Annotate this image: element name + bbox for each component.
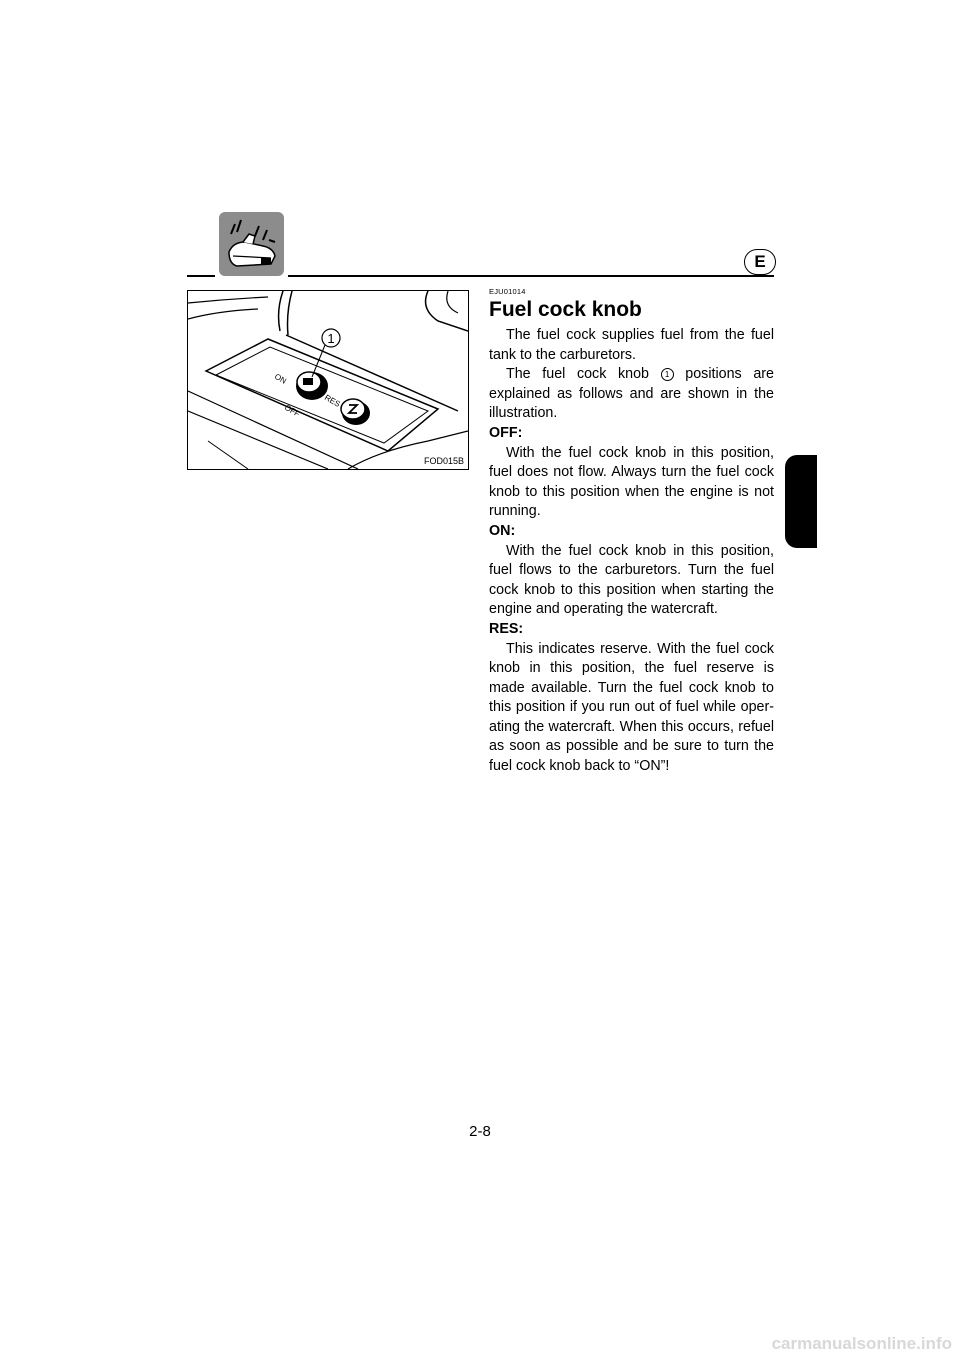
reference-number: 1 [661, 368, 674, 381]
res-heading: RES: [489, 620, 524, 637]
document-code: EJU01014 [489, 287, 526, 296]
intro-paragraph: The fuel cock supplies fuel from the fuel tank to the carburetors. [489, 327, 774, 363]
off-paragraph: With the fuel cock knob in this position, fuel does not flow. Always turn the fuel cock knob to this position when the engine is not running. [489, 444, 774, 520]
language-badge: E [744, 249, 776, 275]
page-number: 2-8 [469, 1123, 491, 1140]
positions-paragraph [489, 365, 774, 424]
section-title: Fuel cock knob [489, 298, 642, 321]
fuel-cock-illustration [187, 290, 469, 470]
chapter-side-tab [785, 455, 817, 548]
positions-text-before: The fuel cock knob [506, 366, 649, 383]
callout-number: 1 [327, 331, 335, 346]
header-rule-left [187, 275, 215, 277]
watercraft-section-icon [219, 212, 284, 276]
label-off: OFF [283, 402, 302, 419]
label-on: ON [273, 371, 288, 386]
header-rule-right [288, 275, 774, 277]
figure-code: FOD015B [423, 456, 464, 466]
on-heading: ON: [489, 522, 516, 539]
watermark: carmanualsonline.info [771, 1334, 952, 1353]
res-paragraph: This indicates reserve. With the fuel cock knob in this position, the fuel reserve is made available. Turn the fuel cock knob to this position if you run out of fuel while oper-ating the watercraft. When this occurs, refuel as soon as possible and be sure to turn the fuel cock knob back to “ON”! [489, 640, 774, 775]
main-content [489, 287, 774, 777]
on-paragraph: With the fuel cock knob in this position, fuel flows to the carburetors. Turn the fuel cock knob to this position when starting the engine and operating the watercraft. [489, 542, 774, 618]
off-heading: OFF: [489, 424, 523, 441]
positions-text-after: positions are explained as follows and are shown in the illustration. [489, 366, 774, 422]
label-res: RES [323, 392, 342, 409]
